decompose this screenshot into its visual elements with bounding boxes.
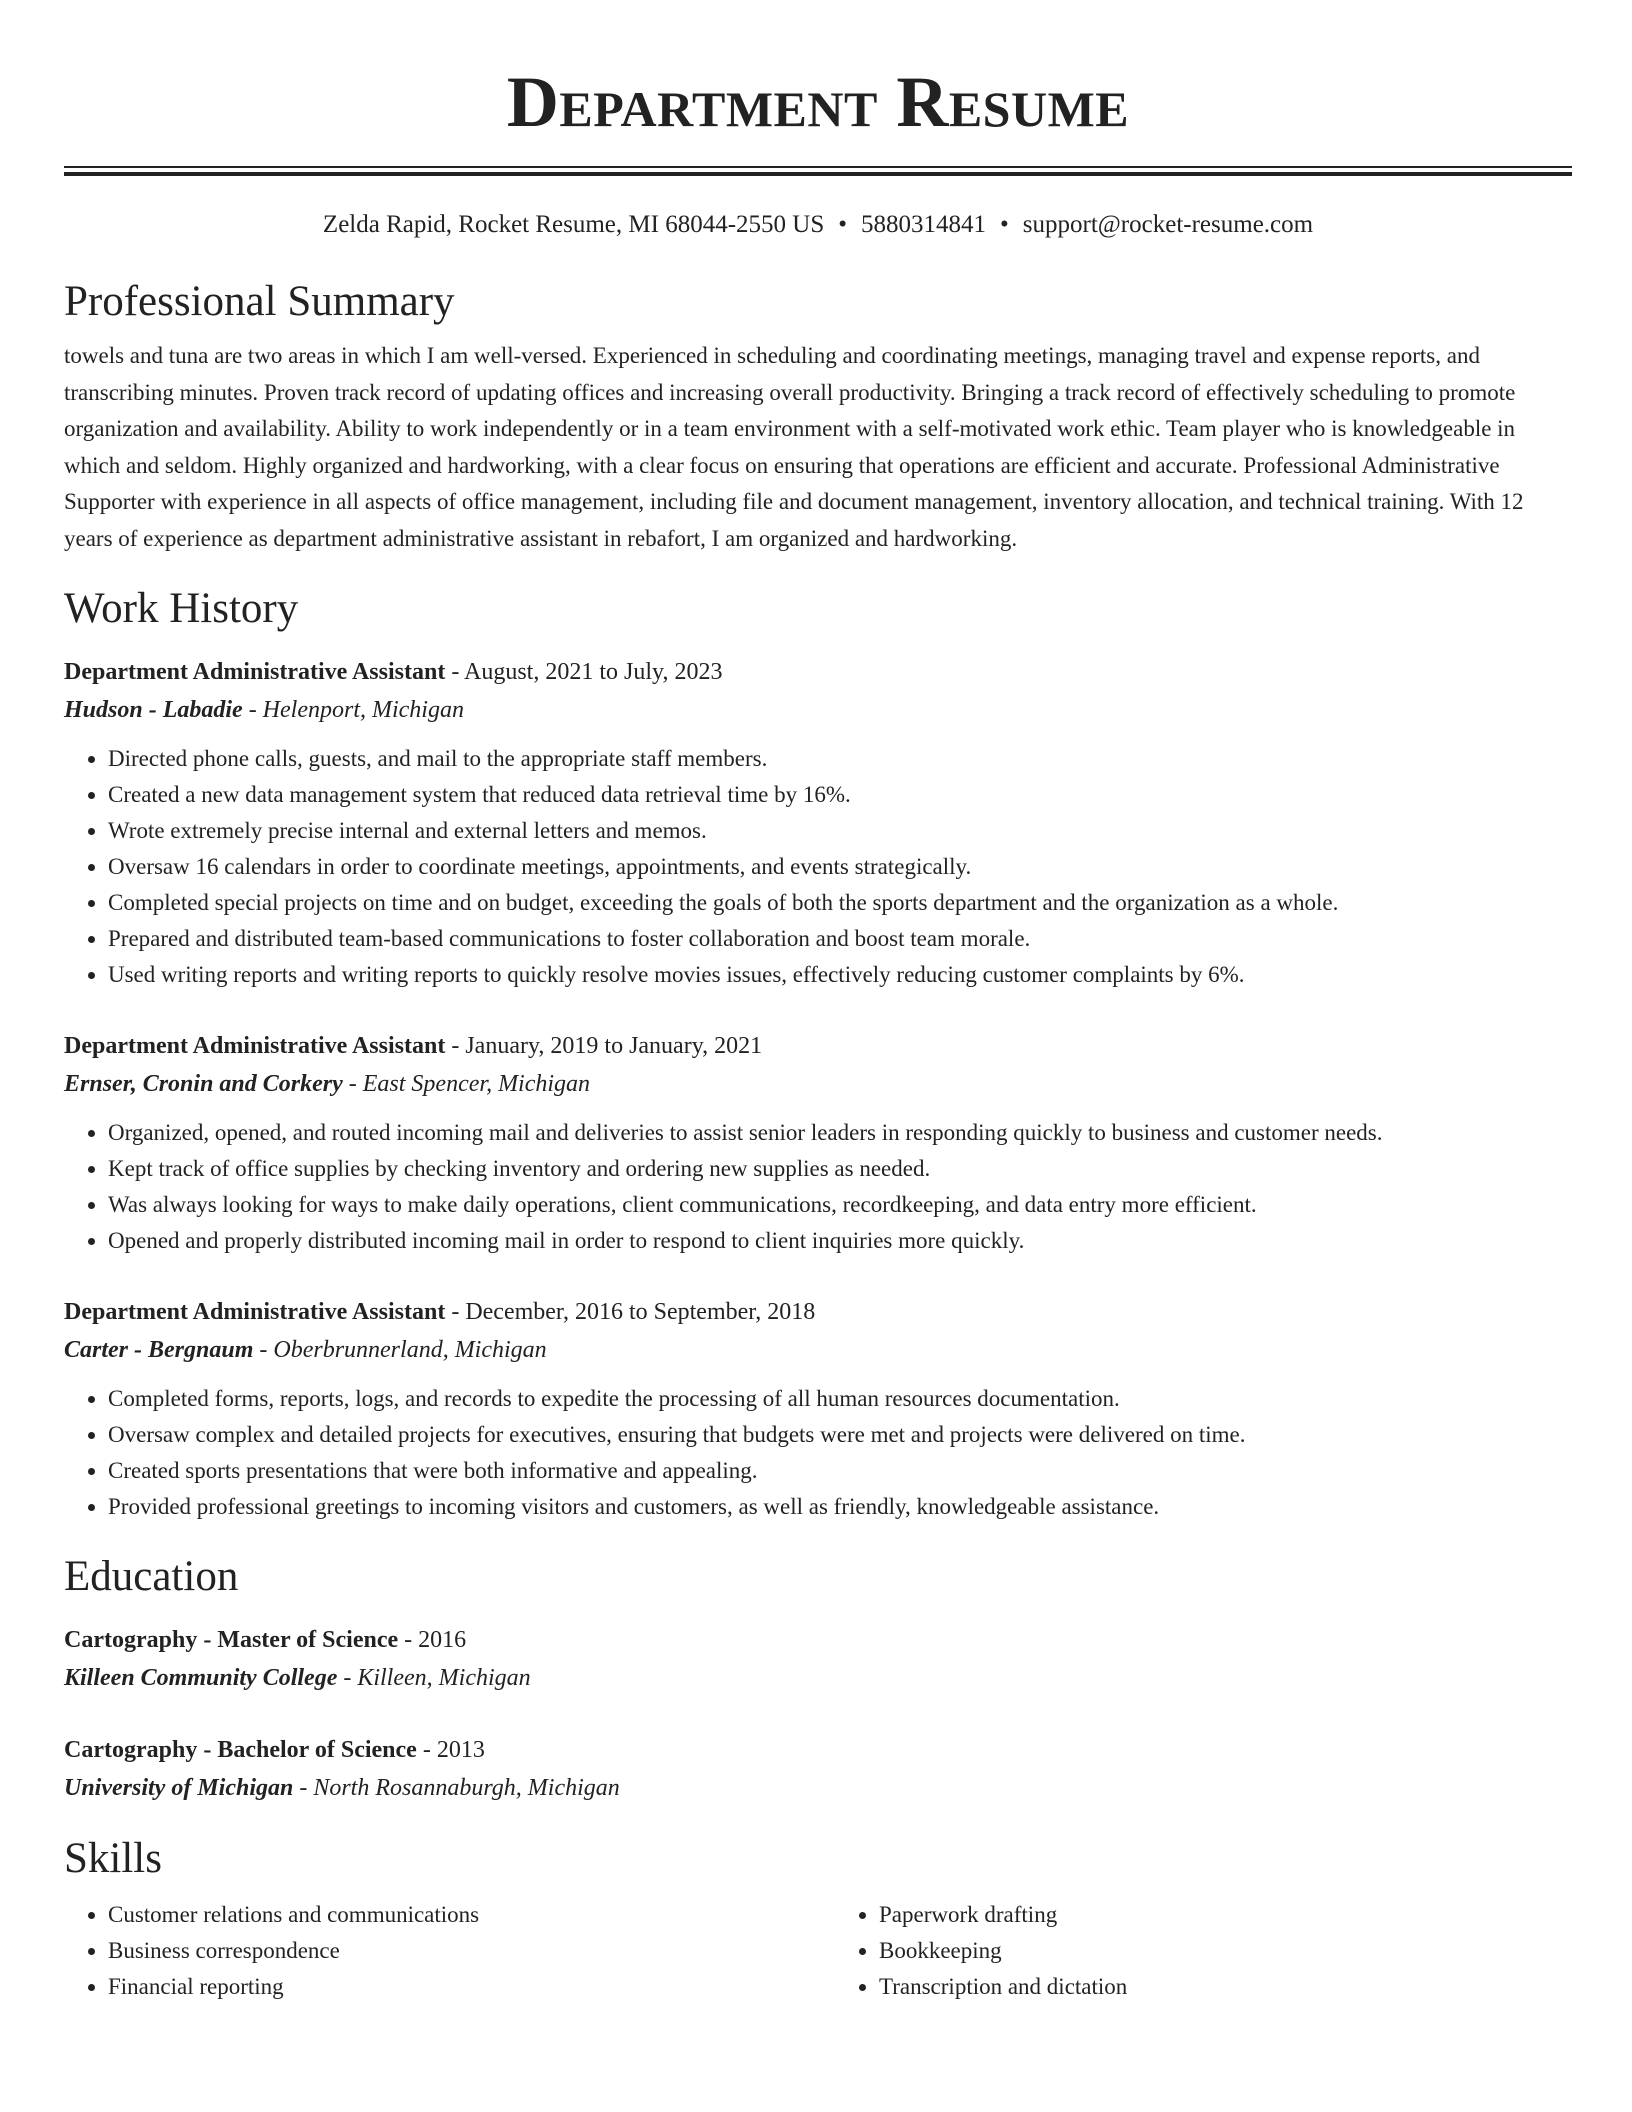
job-location: - Oberbrunnerland, Michigan [253, 1337, 547, 1363]
list-item: • Provided professional greetings to incoming visitors and customers, as well as friendly, knowledgeable assistance. [108, 1489, 1572, 1525]
job-company-line [64, 691, 1572, 729]
job-entry [64, 1027, 1572, 1259]
summary-heading: Professional Summary [64, 278, 455, 325]
contact-phone: 5880314841 [861, 211, 987, 238]
list-item: • Was always looking for ways to make daily operations, client communications, recordkeeping, and data entry more efficient. [108, 1187, 1572, 1223]
job-title: Department Administrative Assistant [64, 1033, 446, 1059]
job-company: Ernser, Cronin and Corkery [64, 1071, 343, 1097]
list-item: • Opened and properly distributed incoming mail in order to respond to client inquiries more quickly. [108, 1223, 1572, 1259]
job-dates: - December, 2016 to September, 2018 [445, 1299, 816, 1325]
list-item: • Kept track of office supplies by checking inventory and ordering new supplies as needed. [108, 1151, 1572, 1187]
contact-separator: • [1000, 211, 1009, 238]
title-divider [64, 166, 1572, 176]
page-title: Department Resume [506, 62, 1130, 142]
contact-separator: • [838, 211, 848, 238]
list-item: • Financial reporting [108, 1969, 801, 2005]
school-line [64, 1769, 1572, 1807]
job-location: - Helenport, Michigan [242, 697, 464, 723]
job-location: - East Spencer, Michigan [342, 1071, 591, 1097]
degree-title: Cartography - Bachelor of Science [64, 1737, 417, 1763]
degree-line [64, 1621, 1572, 1659]
list-item: • Completed special projects on time and on budget, exceeding the goals of both the sports department and the organization as a whole. [108, 885, 1572, 921]
school-line [64, 1659, 1572, 1697]
list-item: • Directed phone calls, guests, and mail to the appropriate staff members. [108, 741, 1572, 777]
list-item: • Prepared and distributed team-based communications to foster collaboration and boost team morale. [108, 921, 1572, 957]
job-title-line [64, 1027, 1572, 1065]
list-item: • Transcription and dictation [879, 1969, 1572, 2005]
contact-address: Zelda Rapid, Rocket Resume, MI 68044-2550 US [322, 211, 825, 238]
education-entry [64, 1731, 1572, 1807]
list-item: • Wrote extremely precise internal and external letters and memos. [108, 813, 1572, 849]
summary-text: towels and tuna are two areas in which I am well-versed. Experienced in scheduling and coordinating meetings, managing travel and expense reports, and transcribing minutes. Proven track record of updating offices and increasing overall productivity. Bringing a track record of effectively scheduling to promote organization and availability. Ability to work independently or in a team environment with a self-motivated work ethic. Team player who is knowledgeable in which and seldom. Highly organized and hardworking, with a clear focus on ensuring that operations are efficient and accurate. Professional Administrative Supporter with experience in all aspects of office management, including file and document management, inventory allocation, and technical training. With 12 years of experience as department administrative assistant in rebafort, I am organized and hardworking. [64, 343, 1524, 551]
list-item: • Completed forms, reports, logs, and records to expedite the processing of all human resources documentation. [108, 1381, 1572, 1417]
list-item: • Bookkeeping [879, 1933, 1572, 1969]
list-item: • Oversaw 16 calendars in order to coordinate meetings, appointments, and events strategically. [108, 849, 1572, 885]
school-name: University of Michigan [64, 1775, 294, 1801]
job-title-line [64, 653, 1572, 691]
list-item: • Customer relations and communications [108, 1897, 801, 1933]
list-item: • Oversaw complex and detailed projects for executives, ensuring that budgets were met and projects were delivered on time. [108, 1417, 1572, 1453]
school-location: - North Rosannaburgh, Michigan [293, 1775, 620, 1801]
job-dates: - January, 2019 to January, 2021 [445, 1033, 763, 1059]
job-entry [64, 1293, 1572, 1525]
job-title: Department Administrative Assistant [64, 1299, 446, 1325]
job-company-line [64, 1065, 1572, 1103]
education-entry [64, 1621, 1572, 1697]
resume-page [64, 0, 1572, 2005]
skills-column-right [801, 1897, 1572, 2005]
list-item: • Business correspondence [108, 1933, 801, 1969]
skills-list [64, 1897, 1572, 2005]
degree-line [64, 1731, 1572, 1769]
list-item: • Paperwork drafting [879, 1897, 1572, 1933]
job-company: Carter - Bergnaum [64, 1337, 254, 1363]
job-title-line [64, 1293, 1572, 1331]
list-item: • Created a new data management system that reduced data retrieval time by 16%. [108, 777, 1572, 813]
degree-year: - 2016 [398, 1627, 467, 1653]
education-heading: Education [64, 1553, 239, 1600]
job-company: Hudson - Labadie [64, 697, 243, 723]
contact-email[interactable]: support@rocket-resume.com [1022, 211, 1314, 238]
list-item: • Used writing reports and writing reports to quickly resolve movies issues, effectively reducing customer complaints by 6%. [108, 957, 1572, 993]
school-location: - Killeen, Michigan [337, 1665, 531, 1691]
job-dates: - August, 2021 to July, 2023 [445, 659, 723, 685]
job-title: Department Administrative Assistant [64, 659, 446, 685]
job-entry [64, 653, 1572, 993]
degree-year: - 2013 [416, 1737, 485, 1763]
work-history-heading: Work History [64, 585, 299, 632]
job-bullets [64, 741, 1572, 993]
list-item: • Created sports presentations that were both informative and appealing. [108, 1453, 1572, 1489]
job-bullets [64, 1381, 1572, 1525]
school-name: Killeen Community College [64, 1665, 338, 1691]
skills-column-left [64, 1897, 801, 2005]
list-item: • Organized, opened, and routed incoming mail and deliveries to assist senior leaders in responding quickly to business and customer needs. [108, 1115, 1572, 1151]
skills-heading: Skills [64, 1835, 162, 1882]
contact-line [64, 208, 1572, 242]
job-bullets [64, 1115, 1572, 1259]
degree-title: Cartography - Master of Science [64, 1627, 399, 1653]
job-company-line [64, 1331, 1572, 1369]
